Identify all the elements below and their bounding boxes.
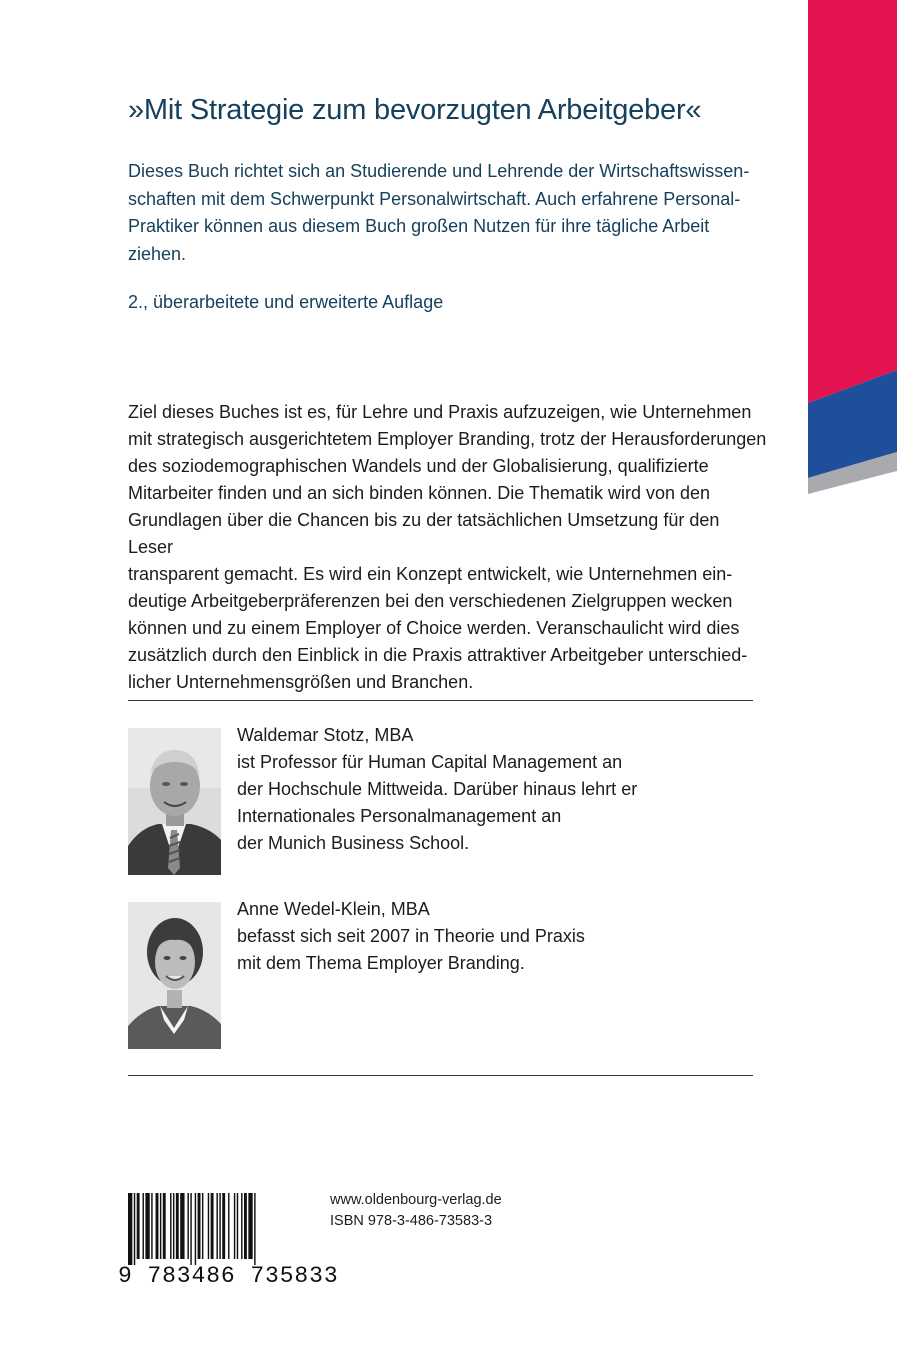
barcode-bar bbox=[143, 1193, 144, 1259]
accent-blue-band bbox=[808, 370, 897, 478]
intro-line: Dieses Buch richtet sich an Studierende und Lehrende der Wirtschaftswissen- bbox=[128, 161, 750, 181]
intro-line: ziehen. bbox=[128, 243, 187, 264]
barcode-bar bbox=[137, 1193, 140, 1259]
barcode-bar bbox=[208, 1193, 209, 1259]
barcode-bar bbox=[145, 1193, 149, 1259]
barcode-bar bbox=[173, 1193, 174, 1259]
barcode-bar bbox=[160, 1193, 161, 1259]
barcode-bars bbox=[118, 1193, 298, 1265]
body-line: können und zu einem Employer of Choice werden. Veranschaulicht wird dies bbox=[128, 618, 740, 638]
publisher-url: www.oldenbourg-verlag.de bbox=[330, 1192, 502, 1208]
barcode-bar bbox=[241, 1193, 242, 1259]
author-text bbox=[237, 722, 697, 857]
barcode-bar bbox=[244, 1193, 247, 1259]
intro-line: schaften mit dem Schwerpunkt Personalwirtschaft. Auch erfahrene Personal- bbox=[128, 188, 741, 209]
body-line: des soziodemographischen Wandels und der Globalisierung, qualifizierte bbox=[128, 456, 709, 476]
isbn-barcode bbox=[118, 1193, 339, 1291]
barcode-bar bbox=[202, 1193, 203, 1259]
body-line: Mitarbeiter finden und an sich binden können. Die Thematik wird von den bbox=[128, 483, 711, 503]
book-headline: »Mit Strategie zum bevorzugten Arbeitgeber« bbox=[128, 94, 702, 126]
barcode-bar bbox=[187, 1193, 188, 1259]
body-line: mit strategisch ausgerichtetem Employer Branding, trotz der Herausforderungen bbox=[128, 429, 767, 449]
barcode-bar bbox=[254, 1193, 255, 1265]
author-photo bbox=[128, 728, 221, 875]
author-bio-line: der Munich Business School. bbox=[237, 833, 470, 853]
accent-red-band bbox=[808, 0, 897, 403]
barcode-bar bbox=[180, 1193, 184, 1259]
barcode-bar bbox=[163, 1193, 166, 1259]
author-name: Waldemar Stotz, MBA bbox=[237, 725, 414, 745]
barcode-bar bbox=[170, 1193, 171, 1259]
edition-note: 2., überarbeitete und erweiterte Auflage bbox=[128, 292, 444, 312]
author-text bbox=[237, 896, 697, 977]
body-line: Ziel dieses Buches ist es, für Lehre und Praxis aufzuzeigen, wie Unternehmen bbox=[128, 402, 752, 422]
description-paragraph bbox=[128, 399, 768, 696]
barcode-bar bbox=[134, 1193, 135, 1265]
barcode-bar bbox=[222, 1193, 225, 1259]
barcode-bar bbox=[128, 1193, 132, 1265]
divider-top bbox=[128, 700, 753, 701]
barcode-bar bbox=[211, 1193, 214, 1259]
barcode-bar bbox=[228, 1193, 229, 1259]
barcode-bar bbox=[248, 1193, 252, 1259]
author-bio-line: befasst sich seit 2007 in Theorie und Praxis bbox=[237, 926, 585, 946]
intro-paragraph bbox=[128, 158, 768, 268]
barcode-bar bbox=[216, 1193, 217, 1259]
barcode-digits: 9 783486 735833 bbox=[118, 1263, 339, 1289]
barcode-bar bbox=[156, 1193, 159, 1259]
body-line: licher Unternehmensgrößen und Branchen. bbox=[128, 672, 474, 692]
barcode-bar bbox=[237, 1193, 238, 1259]
barcode-bar bbox=[195, 1193, 196, 1265]
author-name: Anne Wedel-Klein, MBA bbox=[237, 899, 430, 919]
author-bio-line: Internationales Personalmanagement an bbox=[237, 806, 562, 826]
barcode-bar bbox=[234, 1193, 235, 1259]
author-bio-line: ist Professor für Human Capital Management an bbox=[237, 752, 623, 772]
divider-bottom bbox=[128, 1075, 753, 1076]
intro-line: Praktiker können aus diesem Buch großen Nutzen für ihre tägliche Arbeit bbox=[128, 216, 710, 236]
publisher-info bbox=[330, 1190, 502, 1232]
author-bio-line: der Hochschule Mittweida. Darüber hinaus lehrt er bbox=[237, 779, 638, 799]
barcode-bar bbox=[198, 1193, 201, 1259]
barcode-bar bbox=[190, 1193, 191, 1265]
barcode-bar bbox=[176, 1193, 179, 1259]
isbn-number: ISBN 978-3-486-73583-3 bbox=[330, 1213, 493, 1229]
accent-gray-band bbox=[808, 452, 897, 494]
body-line: transparent gemacht. Es wird ein Konzept entwickelt, wie Unternehmen ein- bbox=[128, 564, 733, 584]
author-photo bbox=[128, 902, 221, 1049]
body-line: zusätzlich durch den Einblick in die Praxis attraktiver Arbeitgeber unterschied- bbox=[128, 645, 748, 665]
barcode-bar bbox=[219, 1193, 220, 1259]
body-line: Grundlagen über die Chancen bis zu der tatsächlichen Umsetzung für den Leser bbox=[128, 510, 720, 557]
barcode-bar bbox=[151, 1193, 152, 1259]
author-bio-line: mit dem Thema Employer Branding. bbox=[237, 953, 525, 973]
body-line: deutige Arbeitgeberpräferenzen bei den verschiedenen Zielgruppen wecken bbox=[128, 591, 733, 611]
